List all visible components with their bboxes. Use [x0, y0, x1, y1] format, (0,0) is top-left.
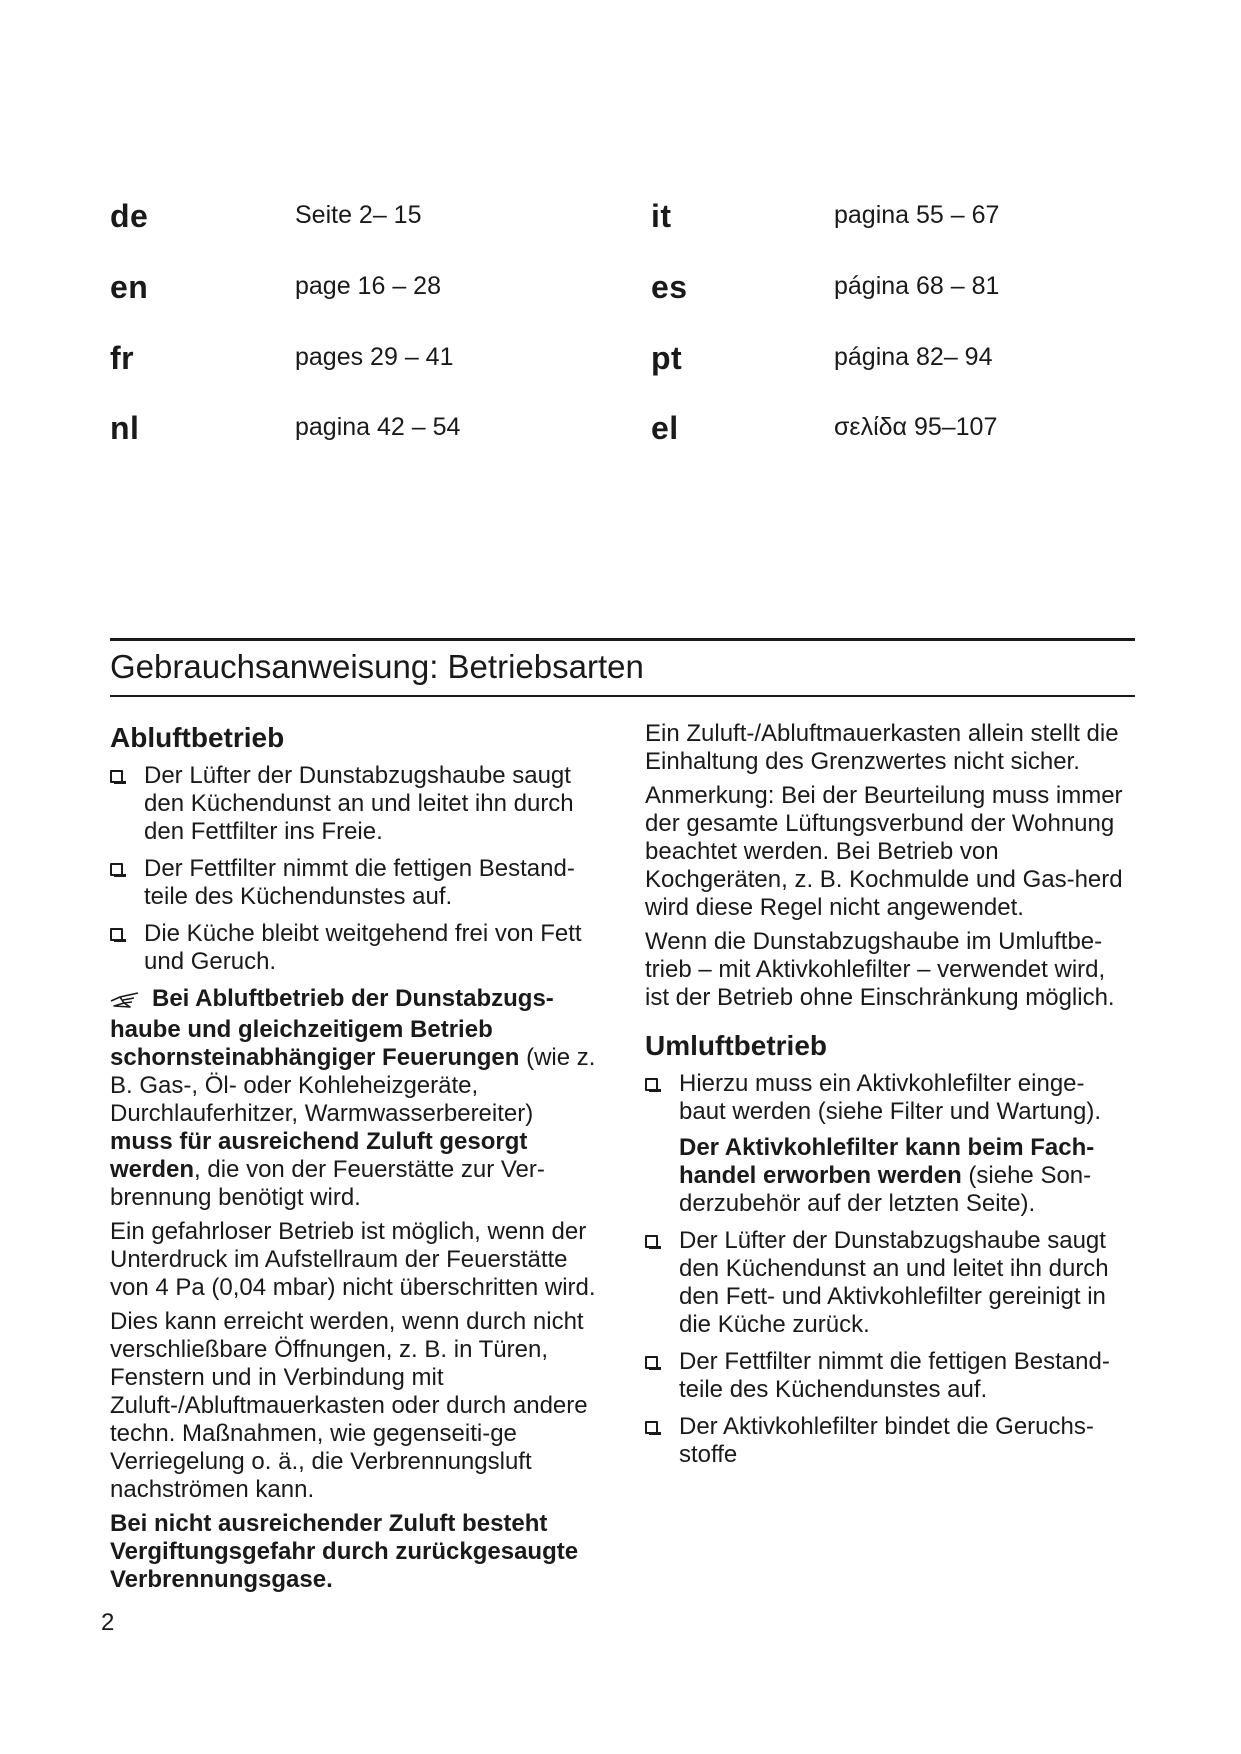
- lang-code: pt: [651, 340, 683, 376]
- list-item: Der Aktivkohlefilter bindet die Geruchs-stoffe: [645, 1413, 1130, 1469]
- lang-pages: pagina 42 – 54: [295, 413, 461, 441]
- paragraph: Ein gefahrloser Betrieb ist möglich, wenn der Unterdruck im Aufstellraum der Feuerstätte von 4 Pa (0,04 mbar) nicht überschritten wird.: [110, 1218, 596, 1301]
- lang-code: el: [651, 410, 679, 446]
- lang-pages: página 68 – 81: [834, 272, 1000, 300]
- lang-code: es: [651, 269, 688, 305]
- paragraph: Dies kann erreicht werden, wenn durch nicht verschließbare Öffnungen, z. B. in Türen, Fenstern und in Verbindung mit Zuluft-/Abluftmauerkasten oder durch andere techn. Maßnahmen, wie gegenseiti-ge Verriegelung o. ä., die Verbrennungsluft nachströmen kann.: [110, 1308, 588, 1503]
- list-item: Der Fettfilter nimmt die fettigen Bestand-teile des Küchendunstes auf.: [645, 1348, 1130, 1404]
- checkbox-bullet-icon: [110, 770, 123, 783]
- paragraph: Anmerkung: Bei der Beurteilung muss immer der gesamte Lüftungsverbund der Wohnung beachtet werden. Bei Betrieb von Kochgeräten, z. B. Kochmulde und Gas-herd wird diese Regel nicht angewendet.: [645, 782, 1123, 921]
- list-item: Der Lüfter der Dunstabzugshaube saugt den Küchendunst an und leitet ihn durch den Fett- und Aktivkohlefilter gereinigt in die Küche zurück.: [645, 1227, 1130, 1339]
- lang-code: de: [110, 198, 149, 234]
- list-item: Hierzu muss ein Aktivkohlefilter einge-baut werden (siehe Filter und Wartung). Der Aktivkohlefilter kann beim Fach-handel erworben werden (siehe Son-derzubehör auf der letzten Seite).: [645, 1070, 1130, 1218]
- checkbox-bullet-icon: [645, 1078, 658, 1091]
- lang-pages: Seite 2– 15: [295, 201, 422, 229]
- paragraph: Wenn die Dunstabzugshaube im Umluftbe-trieb – mit Aktivkohlefilter – verwendet wird, ist der Betrieb ohne Einschränkung möglich.: [645, 928, 1115, 1011]
- warning-text: Bei nicht ausreichender Zuluft besteht Vergiftungsgefahr durch zurückgesaugte Verbrennungsgase.: [110, 1510, 579, 1593]
- lang-code: nl: [110, 410, 140, 446]
- right-column: [645, 720, 1130, 1478]
- checkbox-bullet-icon: [110, 928, 123, 941]
- lang-pages: pages 29 – 41: [295, 343, 454, 371]
- pointing-hand-icon: [110, 988, 144, 1016]
- page-number: 2: [101, 1609, 115, 1636]
- lang-code: en: [110, 269, 149, 305]
- checkbox-bullet-icon: [110, 863, 123, 876]
- list-item: Der Lüfter der Dunstabzugshaube saugt den Küchendunst an und leitet ihn durch den Fettfilter ins Freie.: [110, 762, 600, 846]
- top-rule: [110, 638, 1135, 641]
- safety-note: Bei Abluftbetrieb der Dunstabzugs-haube und gleichzeitigem Betrieb schornsteinabhängiger Feuerungen (wie z. B. Gas-, Öl- oder Kohleheizgeräte, Durchlauferhitzer, Warmwasserbereiter) muss für ausreichend Zuluft gesorgt werden, die von der Feuerstätte zur Ver-brennung benötigt wird.: [110, 985, 596, 1211]
- bullet-subnote: Der Aktivkohlefilter kann beim Fach-handel erworben werden (siehe Son-derzubehör auf der letzten Seite).: [679, 1134, 1095, 1217]
- checkbox-bullet-icon: [645, 1356, 658, 1369]
- bottom-rule: [110, 695, 1135, 697]
- lang-pages: σελίδα 95–107: [834, 413, 998, 441]
- list-item: Der Fettfilter nimmt die fettigen Bestand-teile des Küchendunstes auf.: [110, 855, 600, 911]
- left-column: [110, 722, 600, 1600]
- checkbox-bullet-icon: [645, 1421, 658, 1434]
- lang-pages: page 16 – 28: [295, 272, 441, 300]
- checkbox-bullet-icon: [645, 1235, 658, 1248]
- section-title: Gebrauchsanweisung: Betriebsarten: [110, 648, 644, 685]
- paragraph: Ein Zuluft-/Abluftmauerkasten allein stellt die Einhaltung des Grenzwertes nicht sicher.: [645, 720, 1119, 775]
- lang-code: fr: [110, 340, 135, 376]
- list-item: Die Küche bleibt weitgehend frei von Fett und Geruch.: [110, 920, 600, 976]
- heading-umluftbetrieb: Umluftbetrieb: [645, 1030, 827, 1061]
- lang-pages: página 82– 94: [834, 343, 993, 371]
- lang-pages: pagina 55 – 67: [834, 201, 1000, 229]
- heading-abluftbetrieb: Abluftbetrieb: [110, 722, 285, 753]
- lang-code: it: [651, 198, 672, 234]
